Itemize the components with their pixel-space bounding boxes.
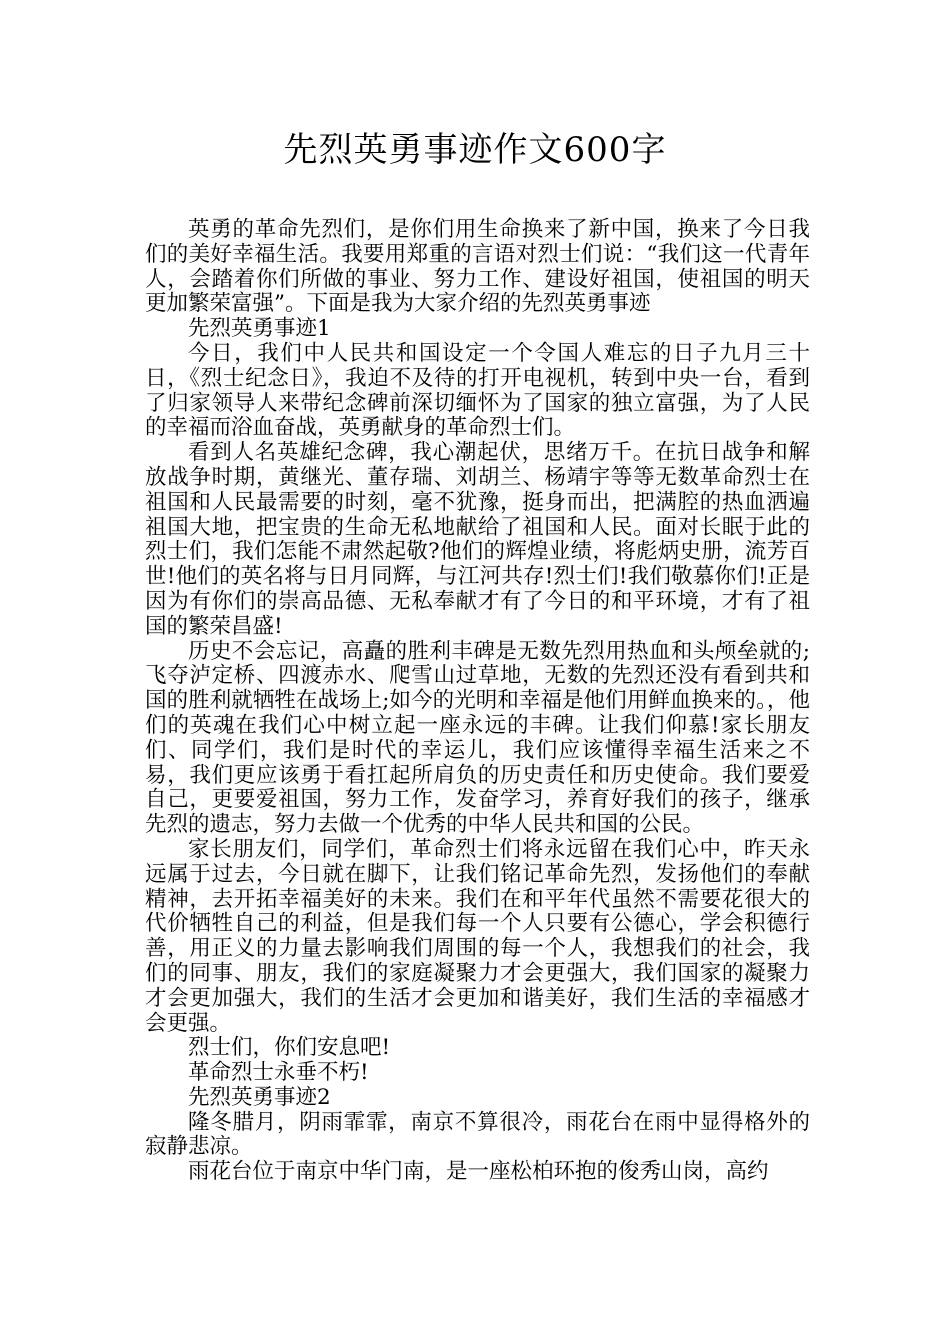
document-title: 先烈英勇事迹作文600字 [283,130,667,170]
section-heading-2: 先烈英勇事迹2 [188,1084,331,1110]
paragraph: 看到人名英雄纪念碑，我心潮起伏，思绪万千。在抗日战争和解放战争时期，黄继光、董存瑞、刘胡兰、杨靖宇等等无数革命烈士在祖国和人民最需要的时刻，毫不犹豫，挺身而出，把满腔的热血洒遍祖国大地，把宝贵的生命无私地献给了祖国和人民。面对长眠于此的烈士们，我们怎能不肃然起敬?他们的辉煌业绩，将彪炳史册，流芳百世!他们的英名将与日月同辉，与江河共存!烈士们!我们敬慕你们!正是因为有你们的崇高品德、无私奉献才有了今日的和平环境，才有了祖国的繁荣昌盛! [145,440,810,639]
paragraph: 今日，我们中人民共和国设定一个令国人难忘的日子九月三十日，《烈士纪念日》，我迫不及待的打开电视机，转到中央一台，看到了归家领导人来带纪念碑前深切缅怀为了国家的独立富强，为了人民的幸福而浴血奋战，英勇献身的革命烈士们。 [145,340,810,441]
paragraph: 革命烈士永垂不朽! [188,1060,369,1086]
paragraph: 历史不会忘记，高矗的胜利丰碑是无数先烈用热血和头颅垒就的;飞夺泸定桥、四渡赤水、爬雪山过草地，无数的先烈还没有看到共和国的胜利就牺牲在战场上;如今的光明和幸福是他们用鲜血换来的。，他们的英魂在我们心中树立起一座永远的丰碑。让我们仰慕!家长朋友们、同学们，我们是时代的幸运儿，我们应该懂得幸福生活来之不易，我们更应该勇于看扛起所肩负的历史责任和历史使命。我们要爱自己，更要爱祖国，努力工作，发奋学习，养育好我们的孩子，继承先烈的遗志，努力去做一个优秀的中华人民共和国的公民。 [145,638,810,838]
paragraph-intro: 英勇的革命先烈们，是你们用生命换来了新中国，换来了今日我们的美好幸福生活。我要用郑重的言语对烈士们说：“我们这一代青年人，会踏着你们所做的事业、努力工作、建设好祖国，使祖国的明天更加繁荣富强”。下面是我为大家介绍的先烈英勇事迹 [145,217,810,317]
paragraph: 隆冬腊月，阴雨霏霏，南京不算很冷，雨花台在雨中显得格外的寂静悲凉。 [145,1109,810,1160]
paragraph: 烈士们，你们安息吧! [188,1035,391,1061]
paragraph: 雨花台位于南京中华门南，是一座松柏环抱的俊秀山岗，高约 [188,1159,769,1185]
document-body [145,218,810,1185]
section-heading-1: 先烈英勇事迹1 [188,316,331,342]
paragraph: 家长朋友们，同学们，革命烈士们将永远留在我们心中，昨天永远属于过去，今日就在脚下，让我们铭记革命先烈，发扬他们的奉献精神，去开拓幸福美好的未来。我们在和平年代虽然不需要花很大的代价牺牲自己的利益，但是我们每一个人只要有公德心，学会积德行善，用正义的力量去影响我们周围的每一个人，我想我们的社会，我们的同事、朋友，我们的家庭凝聚力才会更强大，我们国家的凝聚力才会更加强大，我们的生活才会更加和谐美好，我们生活的幸福感才会更强。 [145,836,810,1036]
